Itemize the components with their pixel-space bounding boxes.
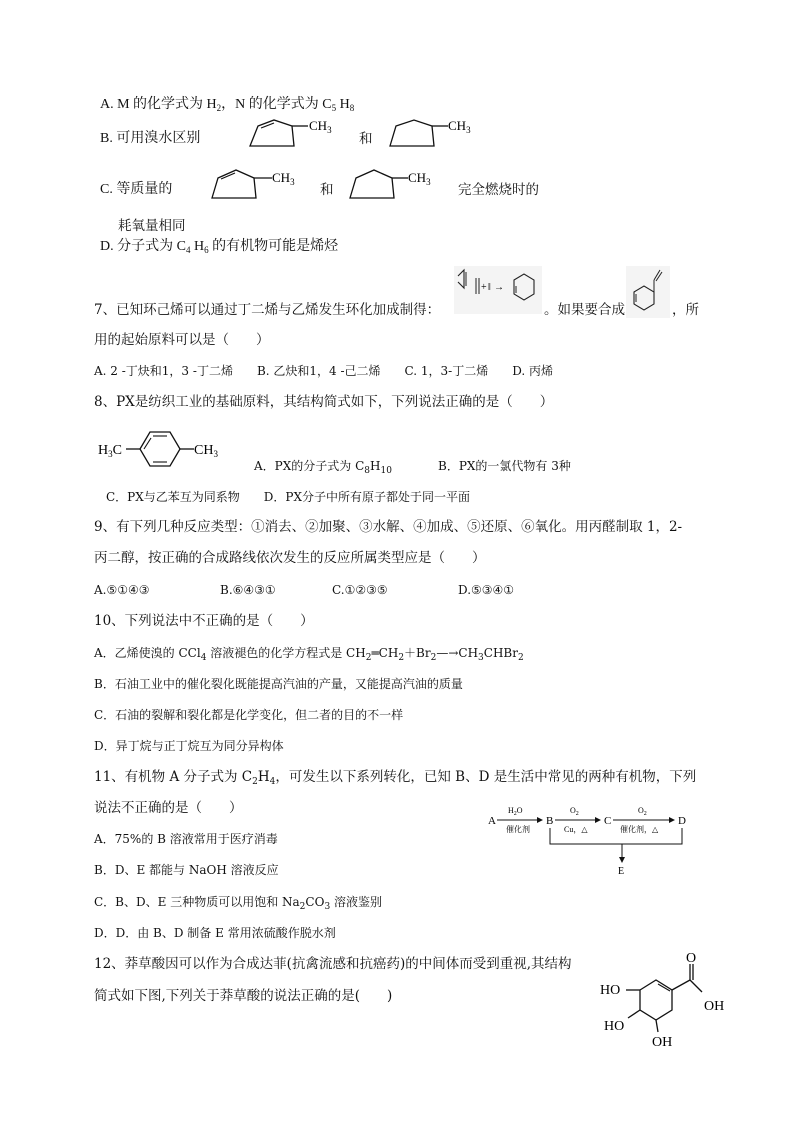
hydroxyl-oh-label: OH — [652, 1035, 673, 1050]
flow-reagent-o2: $O_2$ — [570, 806, 579, 817]
q10-option-b: B．石油工业中的催化裂化既能提高汽油的产量，又能提高汽油的质量 — [94, 677, 463, 691]
q11-option-d: D．D．由 B、D 制备 E 常用浓硫酸作脱水剂 — [94, 926, 336, 940]
q7-stem-part1: 7、已知环己烯可以通过丁二烯与乙烯发生环化加成制得： — [94, 302, 441, 318]
flow-node-d: D — [678, 815, 686, 827]
flow-node-a: A — [488, 815, 496, 827]
methylcyclopentane-structure-c2 — [344, 166, 454, 206]
ch3-label: $CH_3$ — [309, 118, 332, 135]
flow-node-c: C — [604, 815, 612, 827]
diels-alder-reaction-image — [454, 266, 542, 314]
flow-cond-catalyst: 催化剂 — [506, 825, 530, 834]
shikimic-acid-structure — [598, 948, 748, 1048]
q8-stem: 8、PX是纺织工业的基础原料，其结构简式如下，下列说法正确的是（ ） — [94, 394, 554, 410]
q9-stem: 9、有下列几种反应类型：①消去、②加聚、③水解、④加成、⑤还原、⑥氧化。用丙醛制取 1，2- — [94, 519, 683, 535]
flow-cond-cu: Cu，△ — [564, 825, 588, 834]
q9-option-b: B.⑥④③① — [220, 583, 276, 597]
q9-option-a: A.⑤①④③ — [94, 583, 150, 597]
flow-reagent-o2-b: $O_2$ — [638, 806, 647, 817]
q6-option-c-continued: 耗氧量相同 — [118, 218, 186, 234]
ch3-label: $CH_3$ — [272, 170, 295, 187]
q11-stem: 11、有机物 A 分子式为 $C_2H_4$，可发生以下系列转化，已知 B、D 是生活中常见的两种有机物，下列 — [94, 769, 697, 787]
vinylcyclohexene-image — [626, 266, 670, 318]
flow-reagent-h2o: $H_2O$ — [508, 806, 523, 817]
q8-option-b: B．PX的一氯代物有 3种 — [438, 459, 571, 473]
q7-options: A. 2 -丁炔和1，3 -丁二烯 B. 乙炔和1，4 -己二烯 C. 1，3-丁二烯 D. 丙烯 — [94, 364, 554, 378]
flow-cond-catalyst-heat: 催化剂，△ — [620, 825, 659, 834]
q7-stem-continued: 用的起始原料可以是（ ） — [94, 332, 270, 348]
hydroxyl-ho-label-2: HO — [604, 1019, 625, 1034]
flow-node-b: B — [546, 815, 554, 827]
q6-option-b-label: B. 可用溴水区别 — [100, 131, 201, 146]
q10-option-d: D．异丁烷与正丁烷互为同分异构体 — [94, 739, 284, 753]
h3c-label: $H_3C$ — [98, 443, 122, 459]
q9-stem-continued: 丙二醇，按正确的合成路线依次发生的反应所属类型应是（ ） — [94, 550, 486, 566]
q8-option-a: A．PX的分子式为 $C_8H_{10}$ — [254, 459, 392, 476]
q11-option-b: B．D、E 都能与 NaOH 溶液反应 — [94, 863, 279, 877]
carboxyl-oh-label: OH — [704, 999, 725, 1014]
methylcyclopentane-structure-b2 — [384, 116, 494, 156]
q10-option-a: A．乙烯使溴的 CCl$_4$ 溶液褪色的化学方程式是 $CH_2═CH_2+Br_2—\to CH_3CHBr_2$ — [94, 646, 524, 663]
carbonyl-o-label: O — [686, 951, 697, 966]
svg-text:→: → — [494, 282, 504, 293]
q10-stem: 10、下列说法中不正确的是（ ） — [94, 613, 314, 629]
svg-text:+: + — [481, 282, 487, 293]
ch3-label: $CH_3$ — [448, 118, 471, 135]
q11-conversion-flowchart — [484, 798, 694, 880]
q9-option-d: D.⑤③④① — [458, 583, 515, 597]
q6-option-d: D. 分子式为 $C_4$ $H_6$ 的有机物可能是烯烃 — [100, 239, 339, 255]
q7-stem-part2: 。如果要合成 — [544, 302, 625, 318]
q6-option-a: A. M 的化学式为 $H_2$，N 的化学式为 $C_5$ $H_8$ — [100, 97, 355, 113]
q6-and-c: 和 — [320, 182, 334, 198]
q11-stem-continued: 说法不正确的是（ ） — [94, 800, 243, 816]
ch3-label: $CH_3$ — [408, 170, 431, 187]
svg-text:‖: ‖ — [488, 282, 491, 293]
q12-stem: 12、莽草酸因可以作为合成达菲(抗禽流感和抗癌药)的中间体而受到重视,其结构 — [94, 956, 572, 972]
q8-options-cd: C．PX与乙苯互为同系物 D．PX分子中所有原子都处于同一平面 — [106, 490, 471, 504]
methylcyclopentene-structure-b1 — [244, 116, 354, 156]
q12-stem-continued: 简式如下图,下列关于莽草酸的说法正确的是( ) — [94, 988, 393, 1004]
q6-and-b: 和 — [359, 131, 373, 147]
p-xylene-structure — [98, 424, 228, 472]
hydroxyl-ho-label-1: HO — [600, 983, 621, 998]
q11-option-c: C．B、D、E 三种物质可以用饱和 $Na_2CO_3$ 溶液鉴别 — [94, 895, 382, 912]
q6-option-c-end: 完全燃烧时的 — [458, 182, 539, 198]
q11-option-a: A．75%的 B 溶液常用于医疗消毒 — [94, 832, 278, 846]
q10-option-c: C．石油的裂解和裂化都是化学变化，但二者的目的不一样 — [94, 708, 404, 722]
ch3-label: $CH_3$ — [194, 443, 218, 459]
q9-option-c: C.①②③⑤ — [332, 583, 388, 597]
methylcyclopentene-structure-c1 — [206, 166, 316, 206]
q7-stem-part3: ，所 — [672, 302, 699, 318]
flow-node-e: E — [618, 866, 625, 877]
q6-option-c-label: C. 等质量的 — [100, 182, 173, 197]
